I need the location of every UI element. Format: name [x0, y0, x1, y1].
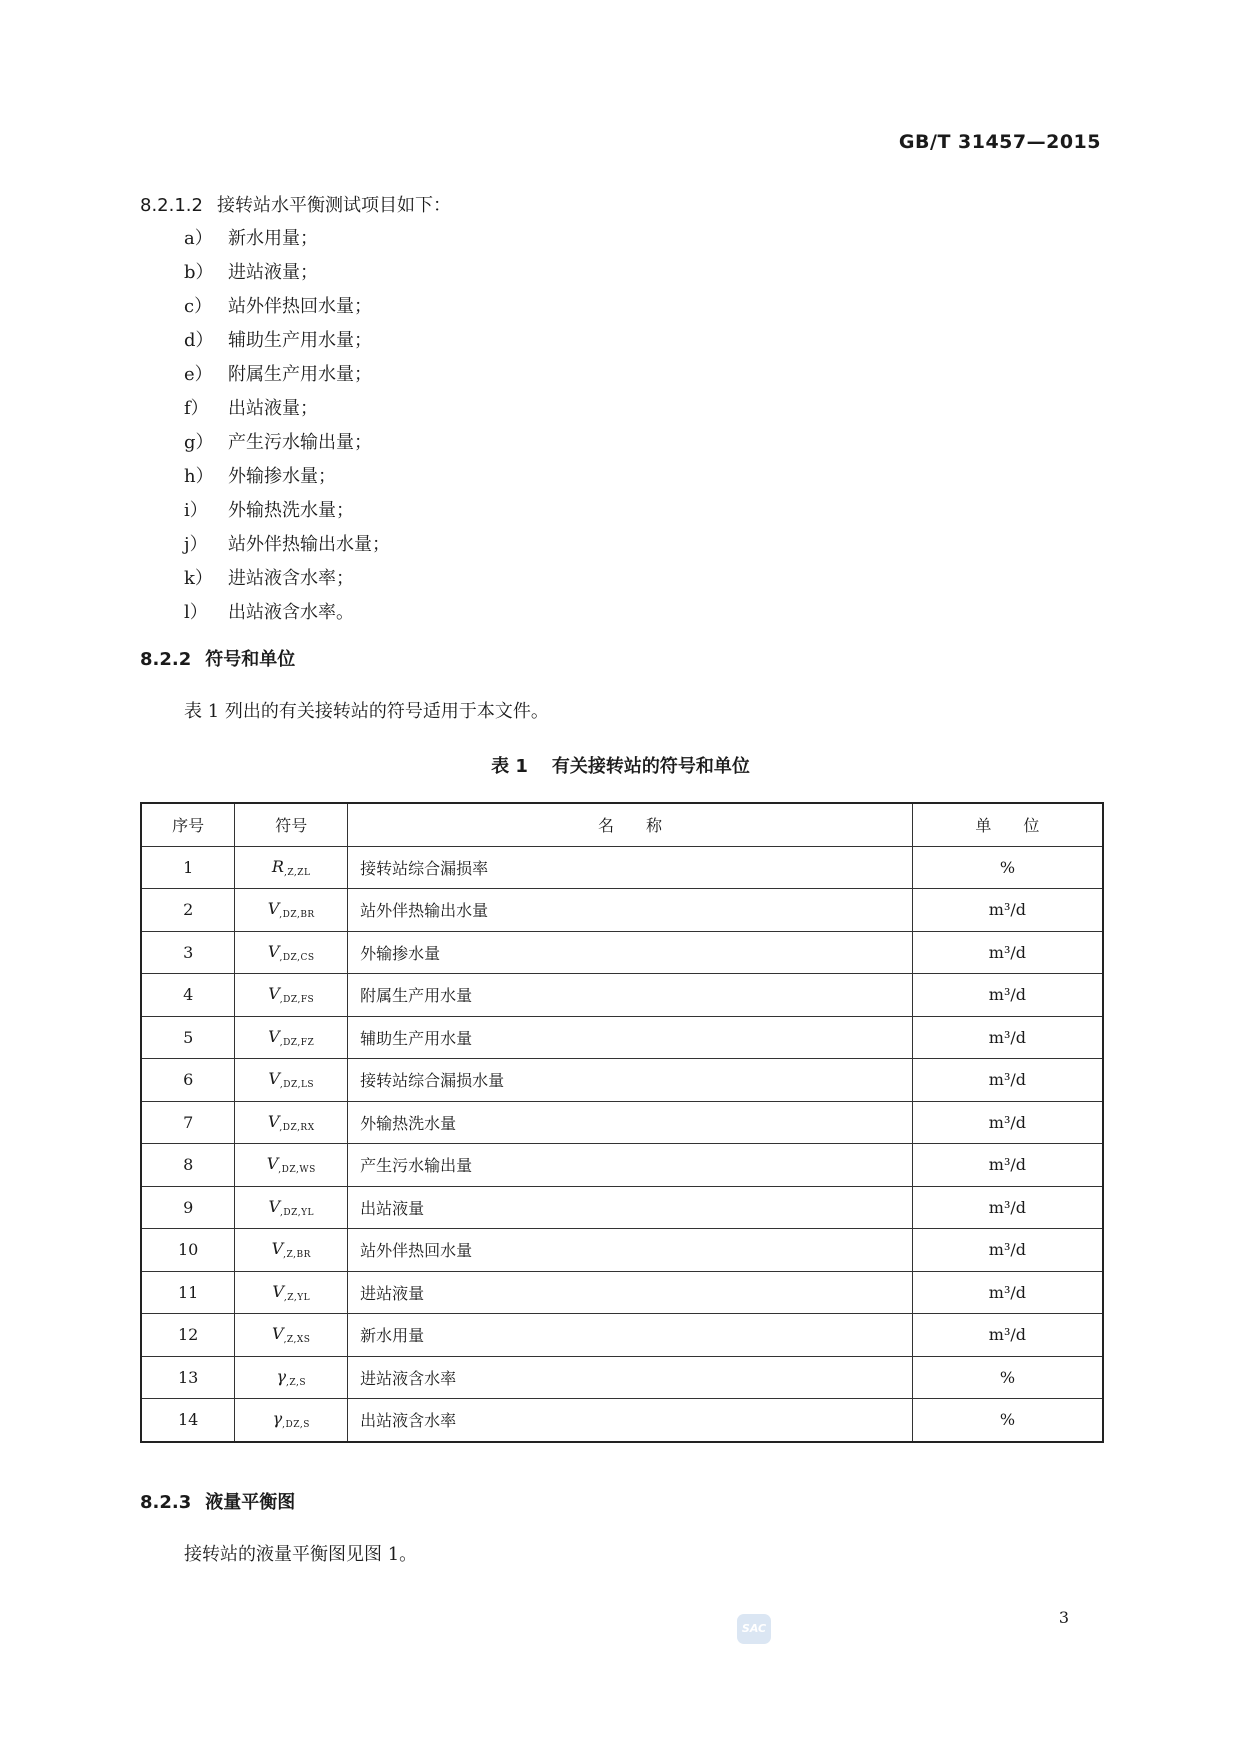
list-marker: i）	[184, 500, 208, 521]
list-text: 站外伴热回水量；	[228, 296, 372, 317]
cell-no: 9	[141, 1186, 235, 1229]
clause-8-2-3	[140, 1488, 295, 1514]
list-text: 出站液含水率。	[228, 602, 354, 623]
cell-symbol: V,DZ,YL	[235, 1186, 348, 1229]
cell-symbol: V,DZ,BR	[235, 889, 348, 932]
cell-no: 14	[141, 1399, 235, 1442]
list-text: 出站液量；	[228, 398, 318, 419]
list-text: 站外伴热输出水量；	[228, 534, 390, 555]
table-row	[141, 1144, 1103, 1187]
list-text: 进站液量；	[228, 262, 318, 283]
cell-no: 6	[141, 1059, 235, 1102]
sac-watermark-icon: SAC	[737, 1614, 771, 1644]
list-item	[184, 596, 390, 630]
cell-name: 站外伴热输出水量	[348, 889, 913, 932]
cell-no: 13	[141, 1356, 235, 1399]
list-text: 产生污水输出量；	[228, 432, 372, 453]
cell-no: 11	[141, 1271, 235, 1314]
table-intro-paragraph: 表 1 列出的有关接转站的符号适用于本文件。	[184, 701, 549, 722]
list-text: 新水用量；	[228, 228, 318, 249]
cell-no: 12	[141, 1314, 235, 1357]
cell-name: 接转站综合漏损水量	[348, 1059, 913, 1102]
cell-name: 接转站综合漏损率	[348, 846, 913, 889]
cell-unit: m³/d	[912, 1144, 1103, 1187]
cell-symbol: R,Z,ZL	[235, 846, 348, 889]
table-caption	[0, 752, 1241, 778]
list-item	[184, 324, 390, 358]
cell-unit: m³/d	[912, 1059, 1103, 1102]
table-row	[141, 931, 1103, 974]
list-text: 附属生产用水量；	[228, 364, 372, 385]
list-text: 外输掺水量；	[228, 466, 336, 487]
cell-symbol: V,DZ,LS	[235, 1059, 348, 1102]
cell-symbol: V,Z,BR	[235, 1229, 348, 1272]
cell-symbol: V,DZ,RX	[235, 1101, 348, 1144]
cell-no: 10	[141, 1229, 235, 1272]
list-item	[184, 392, 390, 426]
list-item	[184, 358, 390, 392]
table-row	[141, 974, 1103, 1017]
table-row	[141, 1356, 1103, 1399]
table-number: 表 1	[491, 756, 528, 777]
table-row	[141, 846, 1103, 889]
list-marker: c）	[184, 296, 213, 317]
list-item	[184, 562, 390, 596]
cell-symbol: V,Z,YL	[235, 1271, 348, 1314]
table-row	[141, 1059, 1103, 1102]
cell-unit: %	[912, 846, 1103, 889]
cell-symbol: V,DZ,WS	[235, 1144, 348, 1187]
cell-name: 出站液量	[348, 1186, 913, 1229]
clause-8-2-2	[140, 645, 295, 671]
cell-unit: %	[912, 1399, 1103, 1442]
list-text: 进站液含水率；	[228, 568, 354, 589]
table-row	[141, 1186, 1103, 1229]
table-title: 有关接转站的符号和单位	[551, 756, 750, 777]
list-marker: k）	[184, 568, 213, 589]
cell-name: 外输热洗水量	[348, 1101, 913, 1144]
table-row	[141, 1016, 1103, 1059]
cell-name: 进站液含水率	[348, 1356, 913, 1399]
cell-unit: m³/d	[912, 1271, 1103, 1314]
list-marker: h）	[184, 466, 214, 487]
clause-number: 8.2.1.2	[140, 195, 203, 216]
cell-name: 产生污水输出量	[348, 1144, 913, 1187]
cell-name: 站外伴热回水量	[348, 1229, 913, 1272]
table-row	[141, 1314, 1103, 1357]
cell-name: 进站液量	[348, 1271, 913, 1314]
list-marker: e）	[184, 364, 213, 385]
list-marker: f）	[184, 398, 209, 419]
table-row	[141, 1399, 1103, 1442]
symbols-table	[140, 802, 1104, 1443]
test-items-list	[184, 222, 390, 630]
cell-no: 5	[141, 1016, 235, 1059]
table-row	[141, 889, 1103, 932]
cell-unit: m³/d	[912, 889, 1103, 932]
clause-title: 接转站水平衡测试项目如下：	[216, 195, 451, 216]
table-row	[141, 1229, 1103, 1272]
cell-no: 2	[141, 889, 235, 932]
cell-no: 7	[141, 1101, 235, 1144]
cell-no: 8	[141, 1144, 235, 1187]
page-number: 3	[1058, 1608, 1069, 1627]
cell-symbol: γ,DZ,S	[235, 1399, 348, 1442]
cell-unit: m³/d	[912, 1229, 1103, 1272]
cell-name: 附属生产用水量	[348, 974, 913, 1017]
balance-diagram-reference: 接转站的液量平衡图见图 1。	[184, 1544, 418, 1565]
cell-name: 出站液含水率	[348, 1399, 913, 1442]
table-row	[141, 1271, 1103, 1314]
clause-title: 液量平衡图	[205, 1492, 296, 1513]
list-marker: a）	[184, 228, 213, 249]
cell-symbol: γ,Z,S	[235, 1356, 348, 1399]
list-item	[184, 256, 390, 290]
table-row	[141, 1101, 1103, 1144]
cell-symbol: V,DZ,CS	[235, 931, 348, 974]
list-item	[184, 460, 390, 494]
cell-no: 4	[141, 974, 235, 1017]
cell-unit: m³/d	[912, 1186, 1103, 1229]
list-marker: g）	[184, 432, 214, 453]
standard-code: GB/T 31457—2015	[898, 131, 1101, 153]
cell-unit: %	[912, 1356, 1103, 1399]
cell-name: 辅助生产用水量	[348, 1016, 913, 1059]
header-no: 序号	[141, 803, 235, 846]
list-item	[184, 222, 390, 256]
cell-name: 外输掺水量	[348, 931, 913, 974]
list-text: 辅助生产用水量；	[228, 330, 372, 351]
header-name: 名 称	[348, 803, 913, 846]
list-marker: d）	[184, 330, 214, 351]
cell-symbol: V,DZ,FS	[235, 974, 348, 1017]
list-item	[184, 426, 390, 460]
cell-symbol: V,Z,XS	[235, 1314, 348, 1357]
cell-symbol: V,DZ,FZ	[235, 1016, 348, 1059]
cell-no: 1	[141, 846, 235, 889]
cell-unit: m³/d	[912, 974, 1103, 1017]
cell-unit: m³/d	[912, 1016, 1103, 1059]
list-marker: j）	[184, 534, 208, 555]
list-text: 外输热洗水量；	[228, 500, 354, 521]
cell-unit: m³/d	[912, 931, 1103, 974]
cell-unit: m³/d	[912, 1101, 1103, 1144]
list-marker: b）	[184, 262, 214, 283]
table-header-row	[141, 803, 1103, 846]
clause-number: 8.2.3	[140, 1492, 192, 1513]
cell-no: 3	[141, 931, 235, 974]
list-item	[184, 290, 390, 324]
clause-8-2-1-2	[140, 191, 451, 217]
clause-number: 8.2.2	[140, 649, 192, 670]
list-marker: l）	[184, 602, 208, 623]
cell-unit: m³/d	[912, 1314, 1103, 1357]
clause-title: 符号和单位	[205, 649, 296, 670]
header-symbol: 符号	[235, 803, 348, 846]
header-unit: 单 位	[912, 803, 1103, 846]
list-item	[184, 494, 390, 528]
cell-name: 新水用量	[348, 1314, 913, 1357]
list-item	[184, 528, 390, 562]
